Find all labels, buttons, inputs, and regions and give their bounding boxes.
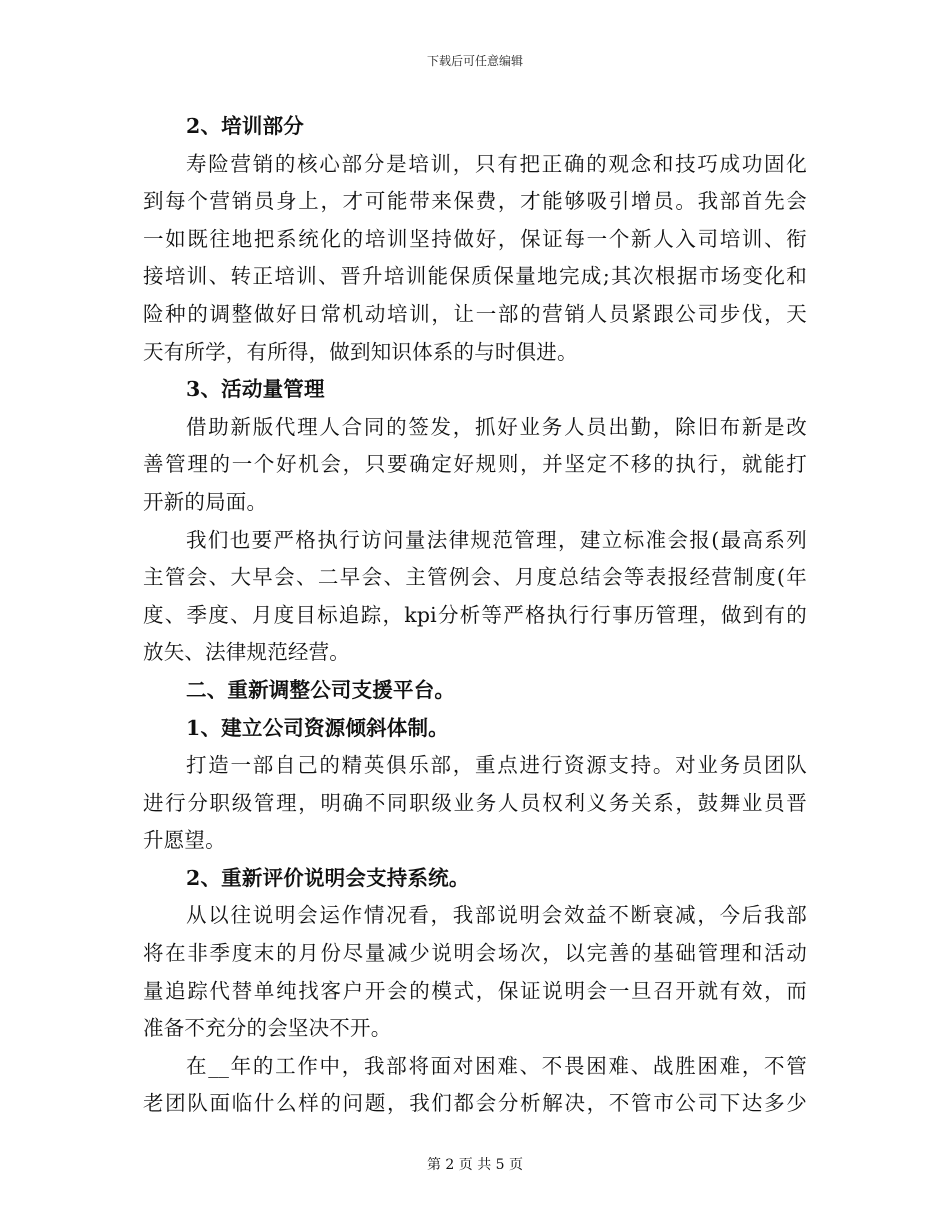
- line-6: 险种的调整做好日常机动培训，让一部的营销人员紧跟公司步伐，天: [143, 301, 807, 326]
- line-18: 打造一部自己的精英俱乐部，重点进行资源支持。对业务员团队: [186, 753, 807, 778]
- line-22: 从以往说明会运作情况看，我部说明会效益不断衰减，今后我部: [186, 903, 807, 928]
- line-2: 寿险营销的核心部分是培训，只有把正确的观念和技巧成功固化: [186, 151, 807, 176]
- page-header: 下载后可任意编辑: [426, 54, 523, 68]
- line-25: 准备不充分的会坚决不开。: [143, 1016, 392, 1041]
- line-10: 善管理的一个好机会，只要确定好规则，并坚定不移的执行，就能打: [143, 452, 807, 477]
- line-26: 在__年的工作中，我部将面对困难、不畏困难、战胜困难，不管: [186, 1053, 807, 1078]
- line-23: 将在非季度末的月份尽量减少说明会场次，以完善的基础管理和活动: [143, 941, 807, 966]
- line-5: 接培训、转正培训、晋升培训能保质保量地完成;其次根据市场变化和: [143, 264, 807, 289]
- line-17: 1、建立公司资源倾斜体制。: [186, 715, 449, 740]
- line-13: 主管会、大早会、二早会、主管例会、月度总结会等表报经营制度(年: [143, 565, 807, 590]
- line-8: 3、活动量管理: [186, 377, 325, 402]
- line-20: 升愿望。: [143, 828, 226, 853]
- line-3: 到每个营销员身上，才可能带来保费，才能够吸引增员。我部首先会: [143, 189, 807, 214]
- line-27: 老团队面临什么样的问题，我们都会分析解决，不管市公司下达多少: [143, 1091, 807, 1116]
- page-number: 第 2 页 共 5 页: [426, 1157, 524, 1173]
- line-24: 量追踪代替单纯找客户开会的模式，保证说明会一旦召开就有效，而: [143, 978, 807, 1003]
- line-1: 2、培训部分: [186, 114, 304, 138]
- line-16: 二、重新调整公司支援平台。: [186, 677, 456, 702]
- line-15: 放矢、法律规范经营。: [143, 640, 350, 665]
- line-7: 天有所学，有所得，做到知识体系的与时俱进。: [143, 339, 578, 364]
- line-4: 一如既往地把系统化的培训坚持做好，保证每一个新人入司培训、衔: [143, 226, 807, 251]
- line-9: 借助新版代理人合同的签发，抓好业务人员出勤，除旧布新是改: [186, 414, 807, 439]
- line-12: 我们也要严格执行访问量法律规范管理，建立标准会报(最高系列: [186, 527, 807, 552]
- line-21: 2、重新评价说明会支持系统。: [186, 865, 470, 890]
- line-14: 度、季度、月度目标追踪，kpi分析等严格执行行事历管理，做到有的: [143, 602, 807, 627]
- line-19: 进行分职级管理，明确不同职级业务人员权利义务关系，鼓舞业员晋: [143, 790, 807, 815]
- document-body: [143, 108, 807, 1123]
- line-11: 开新的局面。: [143, 489, 268, 514]
